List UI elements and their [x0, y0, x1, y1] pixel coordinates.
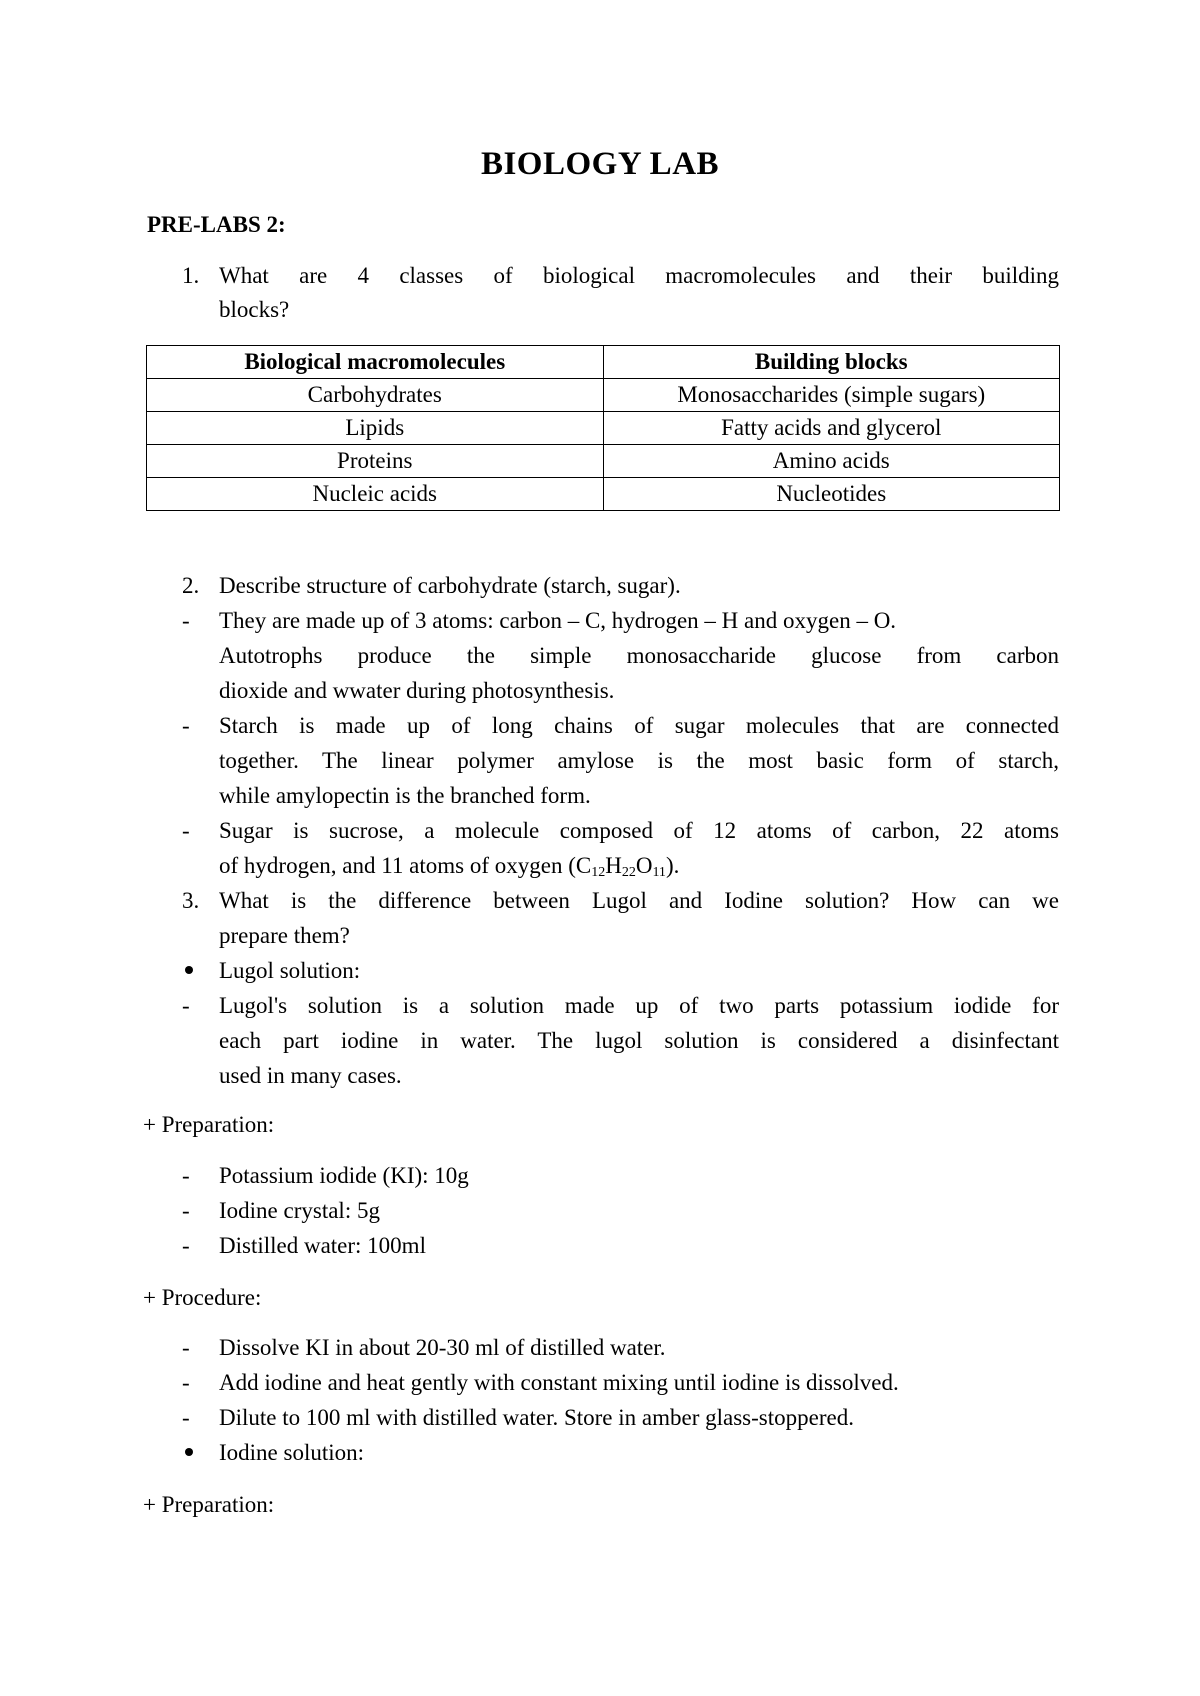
q2-point-1-line-1: They are made up of 3 atoms: carbon – C, hydrogen – H and oxygen – O. [219, 608, 897, 633]
dash-marker: - [182, 1233, 190, 1258]
table-cell: Nucleotides [603, 478, 1060, 511]
dash-marker: - [182, 993, 190, 1018]
lugol-desc-line-1: Lugol's solution is a solution made up of two parts potassium iodide for [219, 993, 1059, 1018]
formula-subscript: 12 [591, 865, 606, 880]
preparation-item: Iodine crystal: 5g [219, 1198, 380, 1223]
iodine-label: Iodine solution: [219, 1440, 365, 1465]
table-cell: Nucleic acids [147, 478, 604, 511]
q2-point-2-line-3: while amylopectin is the branched form. [219, 783, 591, 808]
dash-marker: - [182, 1370, 190, 1395]
macromolecules-table [146, 345, 1060, 511]
preparation-item: Distilled water: 100ml [219, 1233, 426, 1258]
table-cell: Carbohydrates [147, 379, 604, 412]
lugol-label: Lugol solution: [219, 958, 361, 983]
table-cell: Amino acids [603, 445, 1060, 478]
bullet-icon [185, 966, 193, 974]
preparation-item: Potassium iodide (KI): 10g [219, 1163, 469, 1188]
bullet-icon [185, 1448, 193, 1456]
q2-point-2-line-2: together. The linear polymer amylose is the most basic form of starch, [219, 748, 1059, 773]
dash-marker: - [182, 713, 190, 738]
formula-suffix: ). [665, 853, 680, 878]
table-header-cell: Biological macromolecules [147, 346, 604, 379]
table-header-cell: Building blocks [603, 346, 1060, 379]
table-cell: Fatty acids and glycerol [603, 412, 1060, 445]
dash-marker: - [182, 818, 190, 843]
dash-marker: - [182, 1335, 190, 1360]
table-row [147, 445, 1060, 478]
formula-subscript: 11 [652, 865, 666, 880]
q3-line-1: What is the difference between Lugol and Iodine solution? How can we [219, 888, 1059, 913]
table-cell: Lipids [147, 412, 604, 445]
q1-line-1: What are 4 classes of biological macromolecules and their building [219, 263, 1059, 288]
dash-marker: - [182, 1163, 190, 1188]
procedure-item: Dilute to 100 ml with distilled water. Store in amber glass-stoppered. [219, 1405, 854, 1430]
formula-subscript: 22 [621, 865, 636, 880]
document-title: BIOLOGY LAB [480, 146, 720, 182]
dash-marker: - [182, 1198, 190, 1223]
q1-line-2: blocks? [219, 297, 290, 322]
table-header-row [147, 346, 1060, 379]
q2-point-2-line-1: Starch is made up of long chains of sugar molecules that are connected [219, 713, 1059, 738]
lugol-desc-line-2: each part iodine in water. The lugol solution is considered a disinfectant [219, 1028, 1059, 1053]
table-cell: Proteins [147, 445, 604, 478]
lugol-desc-line-3: used in many cases. [219, 1063, 402, 1088]
formula-prefix: of hydrogen, and 11 atoms of oxygen (C [219, 853, 592, 878]
section-heading: PRE-LABS 2: [147, 212, 286, 237]
table-cell: Monosaccharides (simple sugars) [603, 379, 1060, 412]
q2-question: Describe structure of carbohydrate (starch, sugar). [219, 573, 681, 598]
q1-number: 1. [182, 263, 200, 288]
formula-element: O [635, 853, 653, 878]
formula-element: H [605, 853, 622, 878]
procedure-item: Dissolve KI in about 20-30 ml of distilled water. [219, 1335, 666, 1360]
preparation-label: + Preparation: [143, 1112, 275, 1137]
table-row [147, 412, 1060, 445]
dash-marker: - [182, 1405, 190, 1430]
procedure-label: + Procedure: [143, 1285, 262, 1310]
table-row [147, 478, 1060, 511]
table-row [147, 379, 1060, 412]
preparation-label-2: + Preparation: [143, 1492, 275, 1517]
q2-point-1-line-3: dioxide and wwater during photosynthesis. [219, 678, 615, 703]
q2-point-3-line-1: Sugar is sucrose, a molecule composed of 12 atoms of carbon, 22 atoms [219, 818, 1059, 843]
q3-line-2: prepare them? [219, 923, 350, 948]
dash-marker: - [182, 608, 190, 633]
q3-number: 3. [182, 888, 200, 913]
procedure-item: Add iodine and heat gently with constant mixing until iodine is dissolved. [219, 1370, 899, 1395]
q2-number: 2. [182, 573, 200, 598]
q2-point-1-line-2: Autotrophs produce the simple monosaccharide glucose from carbon [219, 643, 1059, 668]
